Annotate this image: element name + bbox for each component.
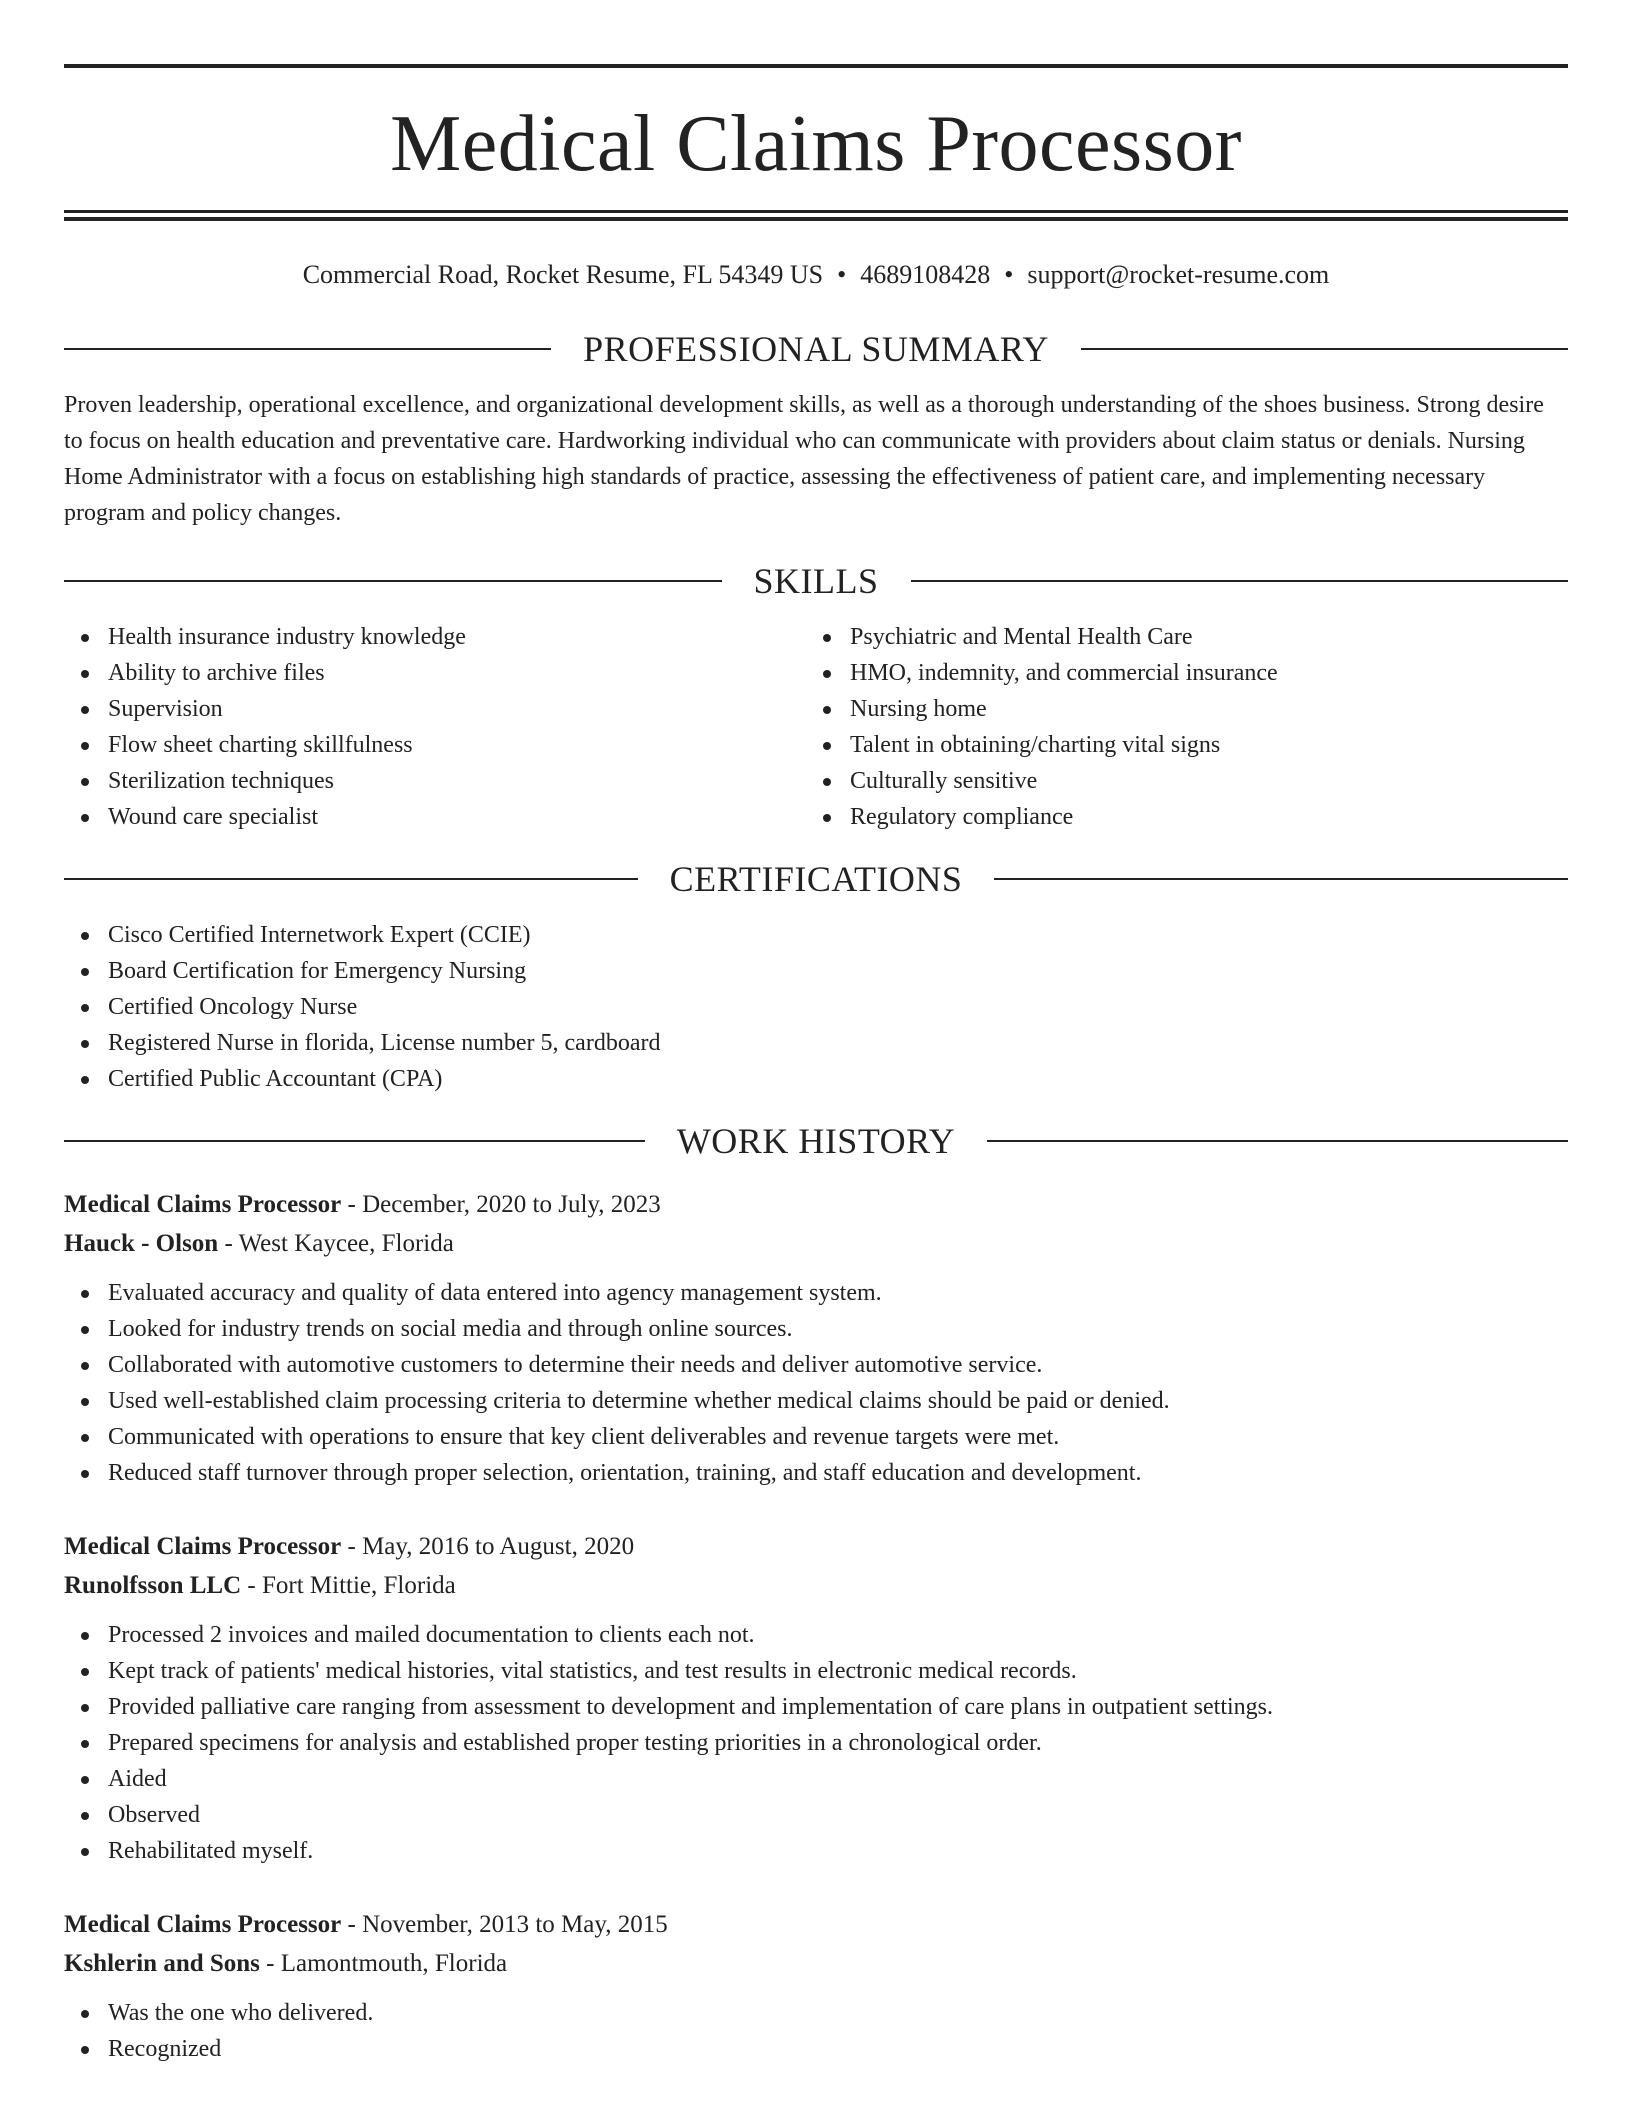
list-item: Collaborated with automotive customers to determine their needs and deliver automotive service. (64, 1347, 1568, 1383)
work-history-heading-label: WORK HISTORY (676, 1121, 956, 1161)
title-double-rule (64, 210, 1568, 221)
list-item: Sterilization techniques (64, 763, 806, 799)
contact-address: Commercial Road, Rocket Resume, FL 54349 US (302, 260, 824, 289)
job-dates: - December, 2020 to July, 2023 (341, 1191, 661, 1218)
list-item: Board Certification for Emergency Nursing (64, 953, 1568, 989)
contact-separator: • (1004, 260, 1014, 289)
heading-rule (987, 1140, 1568, 1142)
resume-title: Medical Claims Processor (390, 100, 1242, 188)
job-company: Kshlerin and Sons (64, 1950, 260, 1977)
certifications-heading (64, 857, 1568, 901)
resume-page (64, 64, 1568, 2067)
list-item: Regulatory compliance (806, 799, 1548, 835)
list-item: Cisco Certified Internetwork Expert (CCIE) (64, 917, 1568, 953)
job-location: - West Kaycee, Florida (218, 1230, 454, 1257)
list-item: Aided (64, 1761, 1568, 1797)
list-item: Processed 2 invoices and mailed documentation to clients each not. (64, 1617, 1568, 1653)
skills-heading-label: SKILLS (753, 561, 879, 601)
job-title-line (64, 1527, 1568, 1566)
list-item: Reduced staff turnover through proper selection, orientation, training, and staff education and development. (64, 1455, 1568, 1491)
certifications-heading-label: CERTIFICATIONS (669, 859, 963, 899)
work-history-heading (64, 1119, 1568, 1163)
list-item: Provided palliative care ranging from assessment to development and implementation of care plans in outpatient settings. (64, 1689, 1568, 1725)
summary-heading (64, 327, 1568, 371)
job-role: Medical Claims Processor (64, 1191, 342, 1218)
list-item: HMO, indemnity, and commercial insurance (806, 655, 1548, 691)
contact-line (64, 255, 1568, 295)
list-item: Health insurance industry knowledge (64, 619, 806, 655)
job-entry (64, 1527, 1568, 1869)
job-entry (64, 1185, 1568, 1491)
heading-rule (911, 580, 1569, 582)
job-location: - Fort Mittie, Florida (241, 1572, 456, 1599)
heading-rule (1081, 348, 1568, 350)
list-item: Supervision (64, 691, 806, 727)
job-title-line (64, 1905, 1568, 1944)
skills-column-right (806, 619, 1548, 835)
contact-separator: • (837, 260, 847, 289)
summary-heading-label: PROFESSIONAL SUMMARY (583, 329, 1049, 369)
job-company-line (64, 1224, 1568, 1263)
skills-list (64, 619, 1568, 835)
contact-phone: 4689108428 (860, 260, 991, 289)
summary-text: Proven leadership, operational excellence, and organizational development skills, as well as a thorough understanding of the shoes business. Strong desire to focus on health education and preventative care. Hardworking individual who can communicate with providers about claim status or denials. Nursing Home Administrator with a focus on establishing high standards of practice, assessing the effectiveness of patient care, and implementing necessary program and policy changes. (64, 392, 1544, 526)
job-entry (64, 1905, 1568, 2067)
list-item: Certified Oncology Nurse (64, 989, 1568, 1025)
job-bullets (64, 1275, 1568, 1491)
list-item: Psychiatric and Mental Health Care (806, 619, 1548, 655)
list-item: Ability to archive files (64, 655, 806, 691)
job-dates: - May, 2016 to August, 2020 (341, 1533, 635, 1560)
list-item: Recognized (64, 2031, 1568, 2067)
heading-rule (994, 878, 1568, 880)
job-role: Medical Claims Processor (64, 1911, 342, 1938)
list-item: Wound care specialist (64, 799, 806, 835)
list-item: Communicated with operations to ensure that key client deliverables and revenue targets were met. (64, 1419, 1568, 1455)
heading-rule (64, 1140, 645, 1142)
heading-rule (64, 580, 722, 582)
list-item: Talent in obtaining/charting vital signs (806, 727, 1548, 763)
certifications-list (64, 917, 1568, 1097)
job-company: Hauck - Olson (64, 1230, 219, 1257)
top-rule (64, 64, 1568, 68)
list-item: Looked for industry trends on social media and through online sources. (64, 1311, 1568, 1347)
list-item: Nursing home (806, 691, 1548, 727)
job-company-line (64, 1944, 1568, 1983)
skills-column-left (64, 619, 806, 835)
job-role: Medical Claims Processor (64, 1533, 342, 1560)
list-item: Culturally sensitive (806, 763, 1548, 799)
list-item: Evaluated accuracy and quality of data entered into agency management system. (64, 1275, 1568, 1311)
list-item: Kept track of patients' medical histories, vital statistics, and test results in electronic medical records. (64, 1653, 1568, 1689)
heading-rule (64, 878, 638, 880)
contact-email: support@rocket-resume.com (1027, 260, 1330, 289)
job-company: Runolfsson LLC (64, 1572, 242, 1599)
list-item: Flow sheet charting skillfulness (64, 727, 806, 763)
list-item: Was the one who delivered. (64, 1995, 1568, 2031)
job-location: - Lamontmouth, Florida (259, 1950, 508, 1977)
list-item: Registered Nurse in florida, License number 5, cardboard (64, 1025, 1568, 1061)
skills-heading (64, 559, 1568, 603)
job-bullets (64, 1617, 1568, 1869)
list-item: Certified Public Accountant (CPA) (64, 1061, 1568, 1097)
list-item: Observed (64, 1797, 1568, 1833)
job-title-line (64, 1185, 1568, 1224)
list-item: Prepared specimens for analysis and established proper testing priorities in a chronological order. (64, 1725, 1568, 1761)
heading-rule (64, 348, 551, 350)
list-item: Rehabilitated myself. (64, 1833, 1568, 1869)
job-bullets (64, 1995, 1568, 2067)
job-company-line (64, 1566, 1568, 1605)
job-dates: - November, 2013 to May, 2015 (341, 1911, 668, 1938)
list-item: Used well-established claim processing criteria to determine whether medical claims should be paid or denied. (64, 1383, 1568, 1419)
